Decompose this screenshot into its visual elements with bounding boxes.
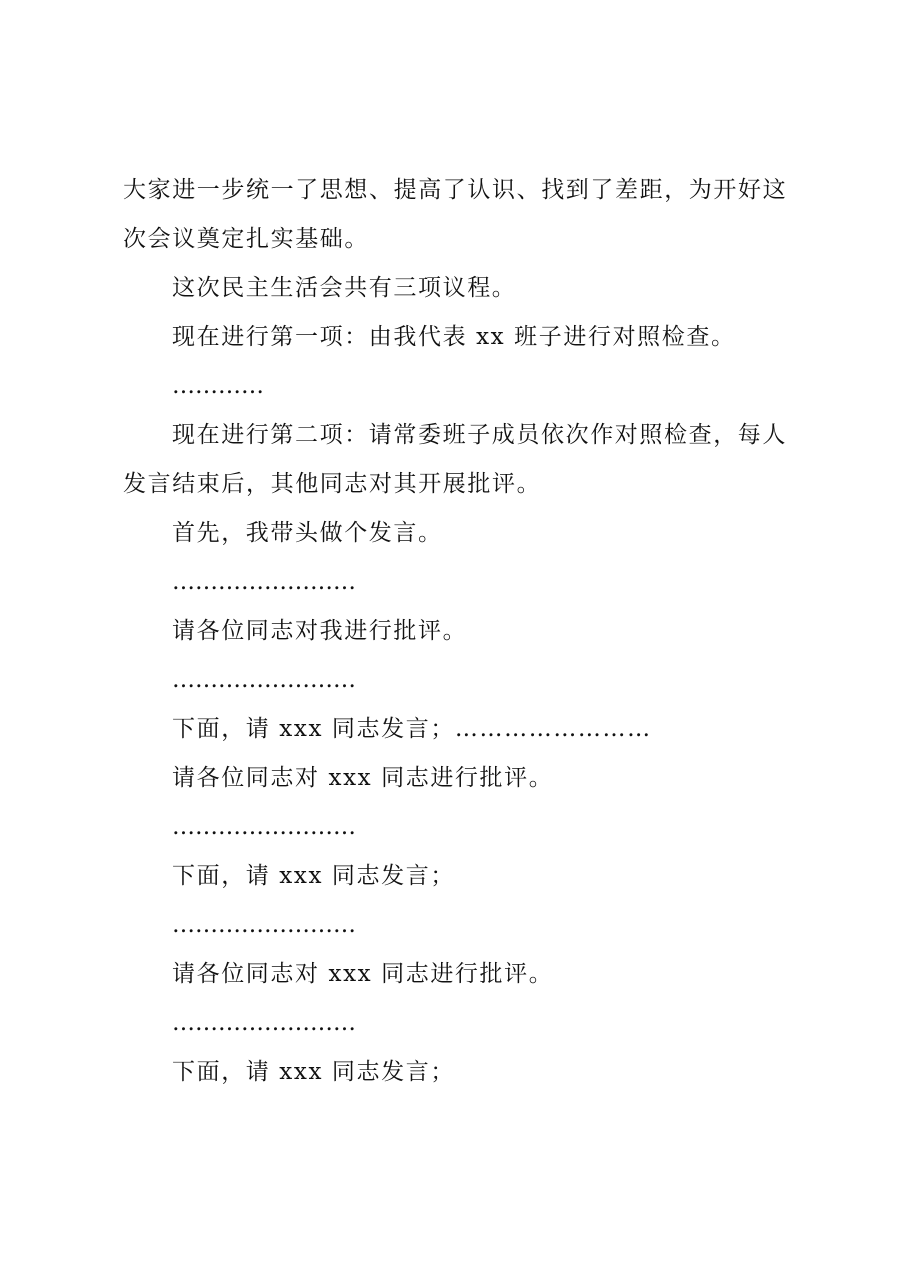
- paragraph-continuation: 大家进一步统一了思想、提高了认识、找到了差距，为开好这次会议奠定扎实基础。: [123, 177, 788, 252]
- paragraph-next-speaker: 下面，请 xxx 同志发言；: [172, 1059, 455, 1085]
- paragraph-agenda-intro: 这次民主生活会共有三项议程。: [172, 275, 517, 301]
- document-body: [123, 166, 803, 1097]
- paragraph-next-speaker: 下面，请 xxx 同志发言；: [172, 863, 455, 889]
- ellipsis-line: ……………………: [172, 569, 356, 595]
- paragraph-criticism-request: 请各位同志对 xxx 同志进行批评。: [172, 961, 554, 987]
- paragraph-criticism-request: 请各位同志对我进行批评。: [172, 618, 468, 644]
- paragraph-item-two: 现在进行第二项：请常委班子成员依次作对照检查，每人发言结束后，其他同志对其开展批评。: [123, 422, 787, 497]
- ellipsis-line: ……………………: [172, 814, 356, 840]
- paragraph-next-speaker: 下面，请 xxx 同志发言；……………………: [172, 716, 652, 742]
- ellipsis-line: ……………………: [172, 1010, 356, 1036]
- paragraph-first-speech: 首先，我带头做个发言。: [172, 520, 443, 546]
- paragraph-item-one: 现在进行第一项：由我代表 xx 班子进行对照检查。: [172, 324, 736, 350]
- paragraph-criticism-request: 请各位同志对 xxx 同志进行批评。: [172, 765, 554, 791]
- ellipsis-line: …………: [172, 373, 264, 399]
- ellipsis-line: ……………………: [172, 667, 356, 693]
- ellipsis-line: ……………………: [172, 912, 356, 938]
